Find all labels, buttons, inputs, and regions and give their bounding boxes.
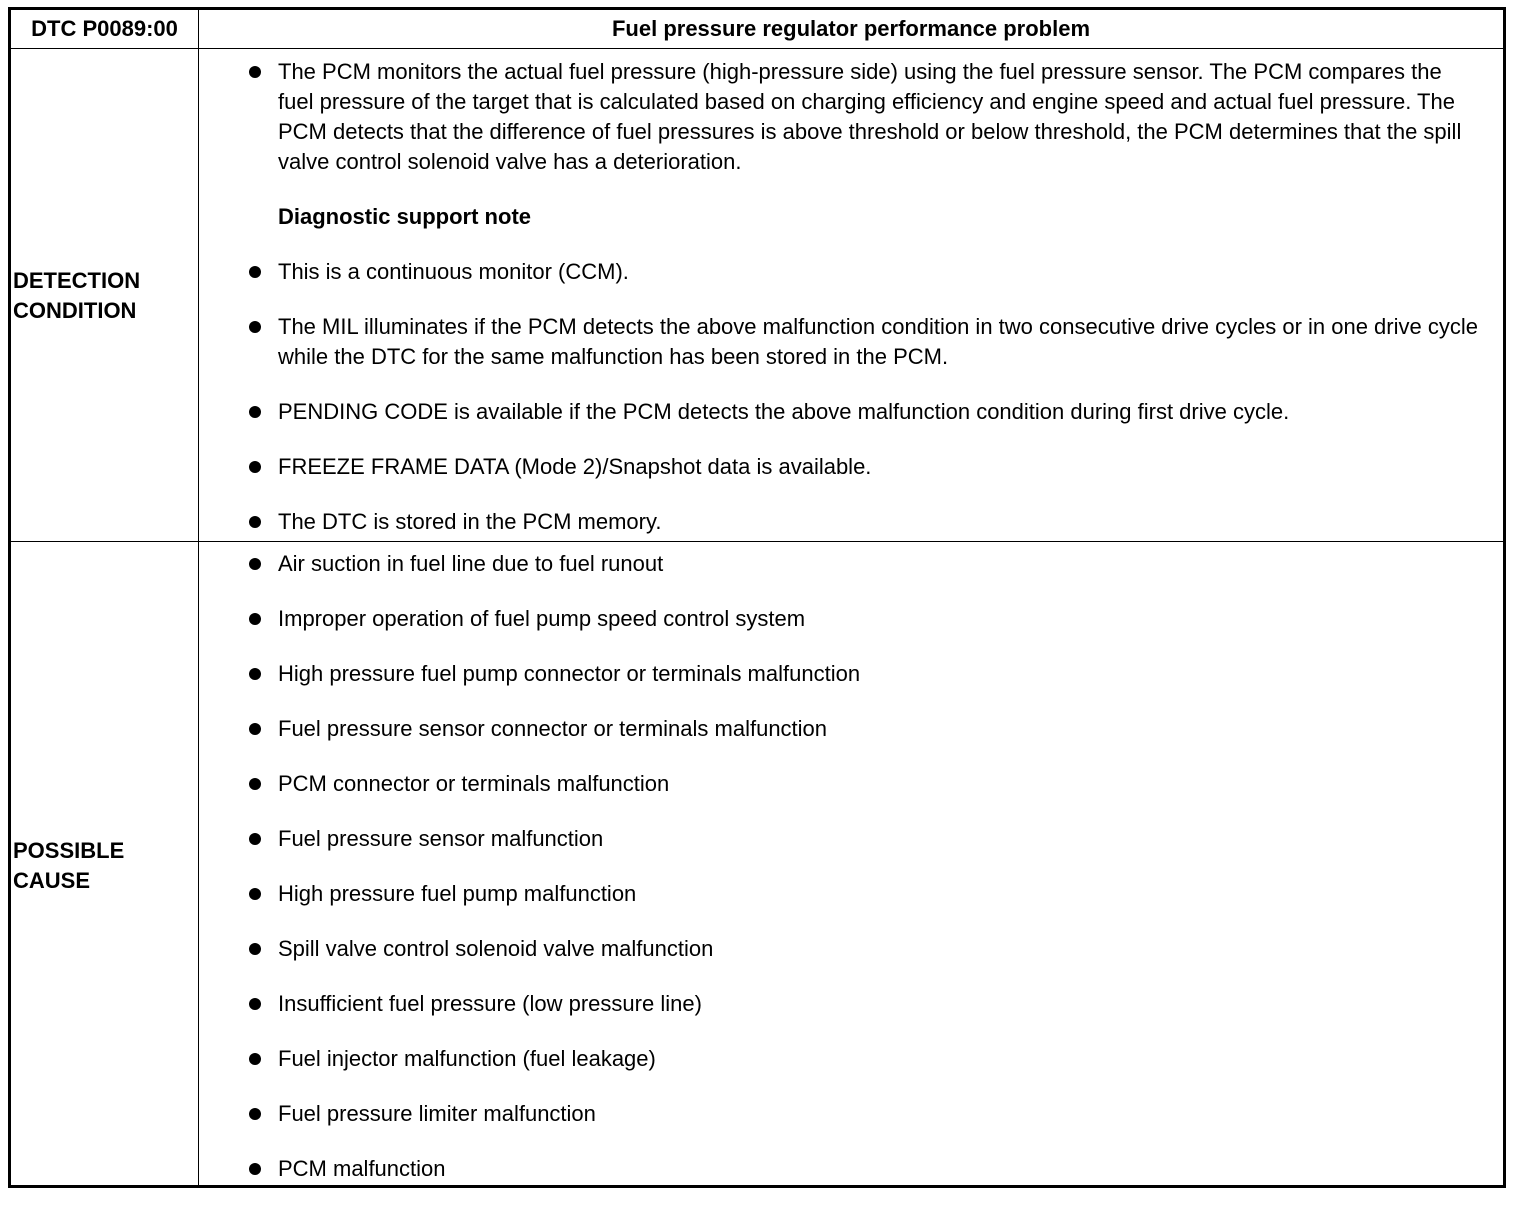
bullet-icon xyxy=(249,998,261,1010)
list-item xyxy=(199,57,1503,177)
cause-text: PCM connector or terminals malfunction xyxy=(278,771,670,796)
bullet-icon xyxy=(249,1163,261,1175)
cause-text: Fuel pressure limiter malfunction xyxy=(278,1101,596,1126)
bullet-icon xyxy=(249,943,261,955)
cause-text: High pressure fuel pump connector or terminals malfunction xyxy=(278,661,861,686)
bullet-icon xyxy=(249,613,261,625)
bullet-icon xyxy=(249,1053,261,1065)
detection-label-line1: DETECTION xyxy=(13,268,141,293)
monitor-description: The PCM monitors the actual fuel pressure (high-pressure side) using the fuel pressure sensor. The PCM compares the fuel pressure of the target that is calculated based on charging efficiency and engine speed and actual fuel pressure. The PCM detects that the difference of fuel pressures is above threshold or below threshold, the PCM determines that the spill valve control solenoid valve has a deterioration. xyxy=(278,59,1462,174)
possible-cause-content xyxy=(199,549,1503,1209)
cause-text: Spill valve control solenoid valve malfunction xyxy=(278,936,714,961)
bullet-icon xyxy=(249,321,261,333)
list-item xyxy=(199,989,1503,1019)
detection-condition-content xyxy=(199,57,1503,537)
list-item xyxy=(199,659,1503,689)
list-item xyxy=(199,397,1503,427)
dtc-code: DTC P0089:00 xyxy=(31,16,178,41)
bullet-icon xyxy=(249,66,261,78)
bullet-icon xyxy=(249,406,261,418)
cause-text: Insufficient fuel pressure (low pressure line) xyxy=(278,991,702,1016)
support-note-heading: Diagnostic support note xyxy=(278,204,531,229)
list-item xyxy=(199,257,1503,287)
list-item xyxy=(199,604,1503,634)
note-text: PENDING CODE is available if the PCM detects the above malfunction condition during first drive cycle. xyxy=(278,399,1290,424)
list-item xyxy=(199,452,1503,482)
list-item xyxy=(199,507,1503,537)
detection-condition-label xyxy=(13,266,193,326)
header-divider xyxy=(11,48,1503,49)
bullet-icon xyxy=(249,558,261,570)
row-divider xyxy=(11,541,1503,542)
bullet-icon xyxy=(249,778,261,790)
list-item xyxy=(199,1154,1503,1184)
cause-label-line1: POSSIBLE xyxy=(13,838,125,863)
bullet-icon xyxy=(249,723,261,735)
list-item xyxy=(199,879,1503,909)
list-item xyxy=(199,714,1503,744)
dtc-table xyxy=(8,7,1506,1188)
bullet-icon xyxy=(249,833,261,845)
note-text: This is a continuous monitor (CCM). xyxy=(278,259,629,284)
cause-text: PCM malfunction xyxy=(278,1156,446,1181)
cause-text: Fuel pressure sensor connector or terminals malfunction xyxy=(278,716,828,741)
bullet-icon xyxy=(249,461,261,473)
cause-label-line2: CAUSE xyxy=(13,868,91,893)
cause-text: High pressure fuel pump malfunction xyxy=(278,881,637,906)
bullet-icon xyxy=(249,516,261,528)
list-item xyxy=(199,312,1503,372)
cause-text: Fuel injector malfunction (fuel leakage) xyxy=(278,1046,656,1071)
list-item xyxy=(199,1044,1503,1074)
cause-text: Fuel pressure sensor malfunction xyxy=(278,826,604,851)
list-item xyxy=(199,549,1503,579)
list-item xyxy=(199,769,1503,799)
list-item xyxy=(199,824,1503,854)
list-item xyxy=(199,934,1503,964)
list-item xyxy=(199,1099,1503,1129)
cause-text: Improper operation of fuel pump speed control system xyxy=(278,606,806,631)
detection-label-line2: CONDITION xyxy=(13,298,137,323)
bullet-icon xyxy=(249,668,261,680)
bullet-icon xyxy=(249,888,261,900)
cause-text: Air suction in fuel line due to fuel runout xyxy=(278,551,664,576)
note-text: The MIL illuminates if the PCM detects the above malfunction condition in two consecutive drive cycles or in one drive cycle while the DTC for the same malfunction has been stored in the PCM. xyxy=(278,314,1478,369)
bullet-icon xyxy=(249,266,261,278)
note-text: FREEZE FRAME DATA (Mode 2)/Snapshot data is available. xyxy=(278,454,872,479)
note-text: The DTC is stored in the PCM memory. xyxy=(278,509,662,534)
dtc-title: Fuel pressure regulator performance problem xyxy=(611,16,1091,41)
possible-cause-label xyxy=(13,836,193,896)
bullet-icon xyxy=(249,1108,261,1120)
